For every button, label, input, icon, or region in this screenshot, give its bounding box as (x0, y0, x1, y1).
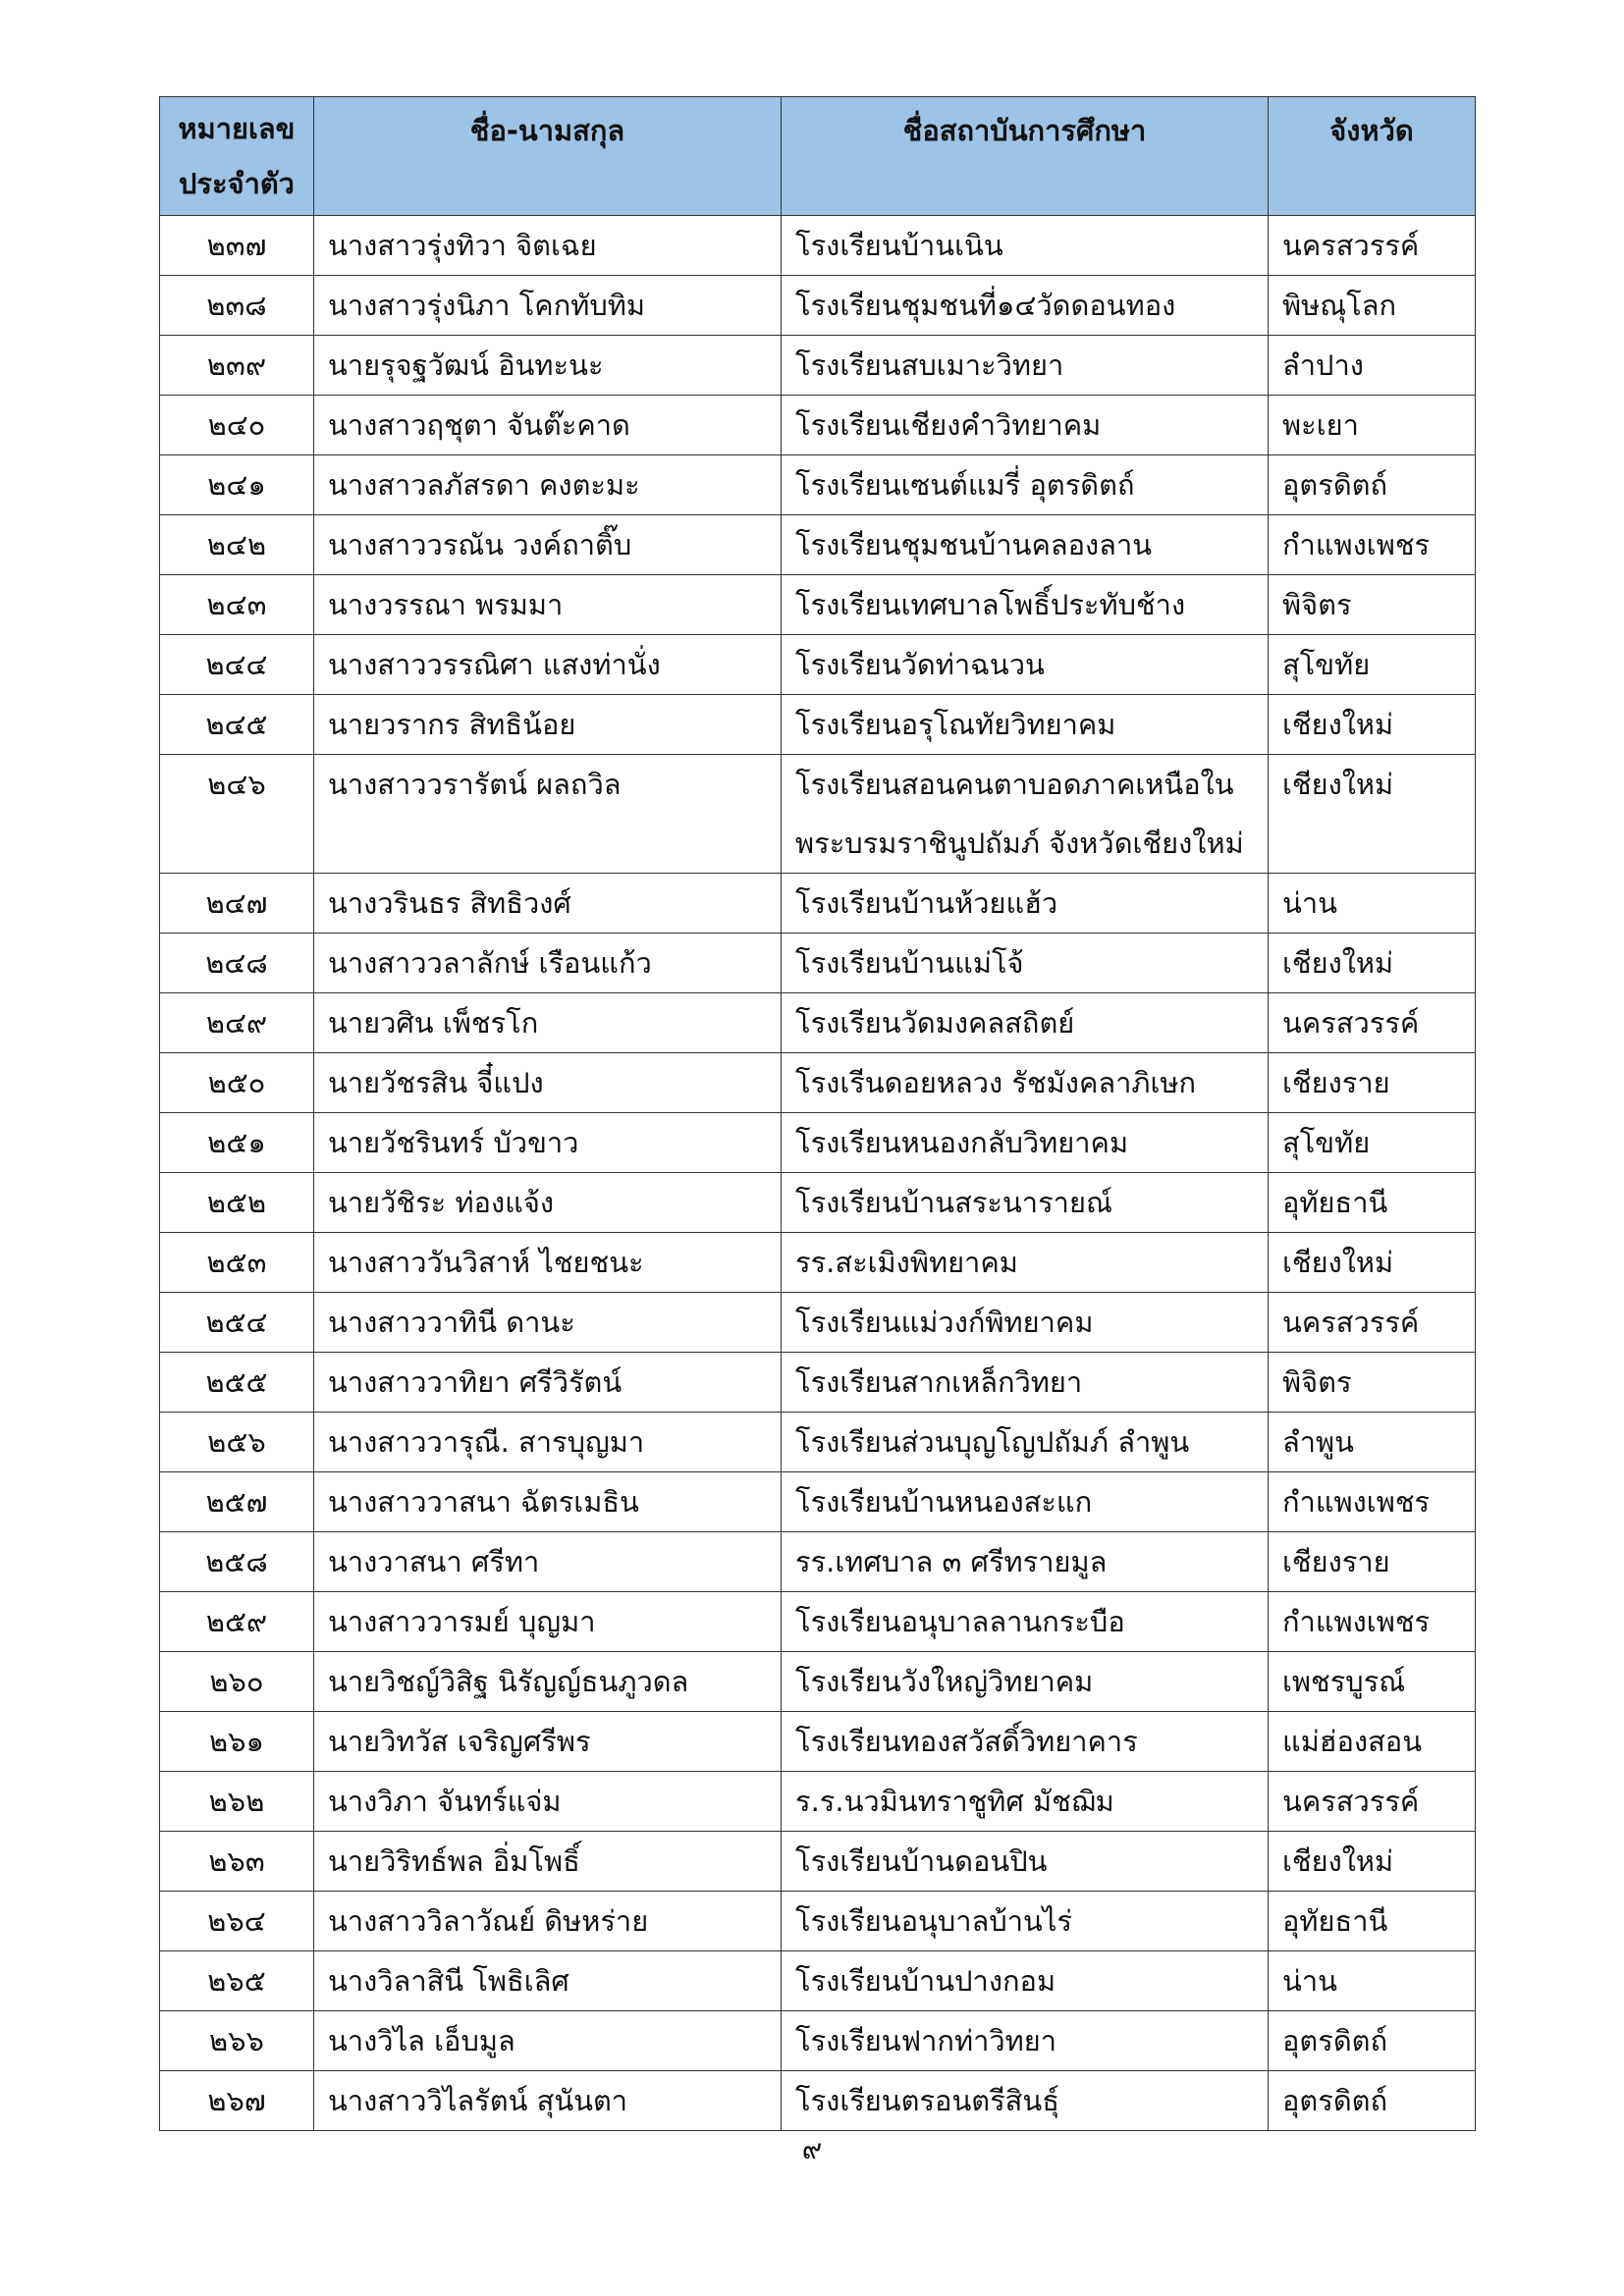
cell-id: ๒๖๐ (160, 1652, 314, 1712)
table-header-row (160, 97, 1476, 216)
cell-province: สุโขทัย (1269, 1113, 1476, 1173)
cell-school: โรงเรียนอนุบาลลานกระบือ (782, 1592, 1269, 1652)
table-row (160, 1413, 1476, 1472)
cell-school: โรงเรียนเซนต์แมรี่ อุตรดิตถ์ (782, 455, 1269, 515)
cell-province: เชียงใหม่ (1269, 934, 1476, 993)
cell-province: อุทัยธานี (1269, 1892, 1476, 1951)
cell-school: โรงเรียนบ้านดอนปิน (782, 1832, 1269, 1892)
table-row (160, 934, 1476, 993)
table-row (160, 455, 1476, 515)
cell-id: ๒๓๗ (160, 216, 314, 276)
cell-name: นางสาววันวิสาห์ ไชยชนะ (314, 1233, 782, 1293)
cell-id: ๒๕๖ (160, 1413, 314, 1472)
cell-name: นายวัชรินทร์ บัวขาว (314, 1113, 782, 1173)
cell-id: ๒๔๖ (160, 755, 314, 874)
cell-name: นายรุจฐวัฒน์ อินทะนะ (314, 336, 782, 396)
cell-id: ๒๕๔ (160, 1293, 314, 1353)
table-row (160, 2071, 1476, 2131)
table-row (160, 1951, 1476, 2011)
participant-table (159, 96, 1476, 2131)
cell-name: นายวิริทธ์พล อิ่มโพธิ์ (314, 1832, 782, 1892)
cell-id: ๒๖๔ (160, 1892, 314, 1951)
cell-name: นางสาววารุณี. สารบุญมา (314, 1413, 782, 1472)
cell-id: ๒๖๗ (160, 2071, 314, 2131)
cell-name: นางสาววรารัตน์ ผลถวิล (314, 755, 782, 874)
cell-name: นางวิภา จันทร์แจ่ม (314, 1772, 782, 1832)
cell-school: โรงเรียนฟากท่าวิทยา (782, 2011, 1269, 2071)
table-row (160, 1772, 1476, 1832)
cell-province: ลำพูน (1269, 1413, 1476, 1472)
cell-province: เชียงใหม่ (1269, 1233, 1476, 1293)
header-name: ชื่อ-นามสกุล (314, 97, 782, 216)
cell-school: โรงเรียนบ้านแม่โจ้ (782, 934, 1269, 993)
cell-name: นางสาวรุ่งทิวา จิตเฉย (314, 216, 782, 276)
cell-province: นครสวรรค์ (1269, 1772, 1476, 1832)
cell-school: โรงเรียนสอนคนตาบอดภาคเหนือใน พระบรมราชินูปถัมภ์ จังหวัดเชียงใหม่ (782, 755, 1269, 874)
cell-school: โรงเรียนตรอนตรีสินธุ์ (782, 2071, 1269, 2131)
cell-school: โรงเรียนสบเมาะวิทยา (782, 336, 1269, 396)
cell-province: เพชรบูรณ์ (1269, 1652, 1476, 1712)
table-row (160, 515, 1476, 575)
cell-province: สุโขทัย (1269, 635, 1476, 695)
cell-school: รร.เทศบาล ๓ ศรีทรายมูล (782, 1532, 1269, 1592)
cell-id: ๒๔๗ (160, 874, 314, 934)
cell-province: นครสวรรค์ (1269, 993, 1476, 1053)
cell-id: ๒๔๑ (160, 455, 314, 515)
cell-school: โรงเรียนสากเหล็กวิทยา (782, 1353, 1269, 1413)
cell-name: นางสาววรณัน วงค์ถาติ๊บ (314, 515, 782, 575)
cell-id: ๒๖๕ (160, 1951, 314, 2011)
table-row (160, 1472, 1476, 1532)
cell-school: โรงเรียนเทศบาลโพธิ์ประทับช้าง (782, 575, 1269, 635)
page-number: ๙ (801, 2133, 823, 2165)
cell-name: นางสาววรรณิศา แสงท่านั่ง (314, 635, 782, 695)
cell-school: โรงเรียนหนองกลับวิทยาคม (782, 1113, 1269, 1173)
cell-id: ๒๔๘ (160, 934, 314, 993)
table-row (160, 575, 1476, 635)
cell-id: ๒๕๒ (160, 1173, 314, 1233)
table-row (160, 874, 1476, 934)
cell-province: ลำปาง (1269, 336, 1476, 396)
cell-province: นครสวรรค์ (1269, 216, 1476, 276)
cell-province: กำแพงเพชร (1269, 1592, 1476, 1652)
header-id: หมายเลข ประจำตัว (160, 97, 314, 216)
cell-school: โรงเรียนอนุบาลบ้านไร่ (782, 1892, 1269, 1951)
cell-name: นางสาววาสนา ฉัตรเมธิน (314, 1472, 782, 1532)
cell-province: พะเยา (1269, 396, 1476, 455)
cell-province: แม่ฮ่องสอน (1269, 1712, 1476, 1772)
cell-name: นางสาววลาลักษ์ เรือนแก้ว (314, 934, 782, 993)
cell-name: นายวรากร สิทธิน้อย (314, 695, 782, 755)
table-row (160, 1173, 1476, 1233)
table-row (160, 1293, 1476, 1353)
cell-province: กำแพงเพชร (1269, 515, 1476, 575)
table-row (160, 336, 1476, 396)
cell-id: ๒๔๒ (160, 515, 314, 575)
cell-id: ๒๕๓ (160, 1233, 314, 1293)
cell-id: ๒๕๕ (160, 1353, 314, 1413)
cell-id: ๒๔๓ (160, 575, 314, 635)
cell-id: ๒๔๕ (160, 695, 314, 755)
cell-province: น่าน (1269, 874, 1476, 934)
table-row (160, 1353, 1476, 1413)
cell-province: น่าน (1269, 1951, 1476, 2011)
cell-school: โรงเรียนบ้านสระนารายณ์ (782, 1173, 1269, 1233)
table-row (160, 755, 1476, 874)
cell-id: ๒๕๑ (160, 1113, 314, 1173)
cell-name: นางวิไล เอ็บมูล (314, 2011, 782, 2071)
table-body (160, 216, 1476, 2131)
cell-province: อุตรดิตถ์ (1269, 2071, 1476, 2131)
cell-id: ๒๔๔ (160, 635, 314, 695)
cell-province: นครสวรรค์ (1269, 1293, 1476, 1353)
table-row (160, 2011, 1476, 2071)
cell-province: เชียงใหม่ (1269, 755, 1476, 874)
cell-province: เชียงใหม่ (1269, 1832, 1476, 1892)
cell-id: ๒๕๘ (160, 1532, 314, 1592)
cell-province: พิษณุโลก (1269, 276, 1476, 336)
table-row (160, 993, 1476, 1053)
cell-name: นายวัชิระ ท่องแจ้ง (314, 1173, 782, 1233)
cell-name: นางสาวรุ่งนิภา โคกทับทิม (314, 276, 782, 336)
cell-province: พิจิตร (1269, 1353, 1476, 1413)
cell-id: ๒๖๖ (160, 2011, 314, 2071)
table-row (160, 1712, 1476, 1772)
cell-name: นางสาวฤชุตา จันต๊ะคาด (314, 396, 782, 455)
cell-id: ๒๓๙ (160, 336, 314, 396)
cell-school: โรงเรียนบ้านเนิน (782, 216, 1269, 276)
cell-province: กำแพงเพชร (1269, 1472, 1476, 1532)
cell-id: ๒๔๐ (160, 396, 314, 455)
cell-id: ๒๖๑ (160, 1712, 314, 1772)
cell-school: โรงเรียนชุมชนที่๑๔วัดดอนทอง (782, 276, 1269, 336)
cell-id: ๒๕๗ (160, 1472, 314, 1532)
cell-name: นายวัชรสิน จี๋แปง (314, 1053, 782, 1113)
cell-name: นางสาววิลาวัณย์ ดิษหร่าย (314, 1892, 782, 1951)
cell-school: โรงเรียนบ้านหนองสะแก (782, 1472, 1269, 1532)
cell-name: นางวรินธร สิทธิวงศ์ (314, 874, 782, 934)
cell-province: อุตรดิตถ์ (1269, 2011, 1476, 2071)
table-row (160, 276, 1476, 336)
cell-name: นางวิลาสินี โพธิเลิศ (314, 1951, 782, 2011)
cell-name: นางสาววาทินี ดานะ (314, 1293, 782, 1353)
cell-province: พิจิตร (1269, 575, 1476, 635)
cell-school: โรงเรียนทองสวัสดิ์วิทยาคาร (782, 1712, 1269, 1772)
cell-school: โรงเรีนดอยหลวง รัชมังคลาภิเษก (782, 1053, 1269, 1113)
cell-school: โรงเรียนแม่วงก์พิทยาคม (782, 1293, 1269, 1353)
cell-school: โรงเรียนส่วนบุญโญปถัมภ์ ลำพูน (782, 1413, 1269, 1472)
header-province: จังหวัด (1269, 97, 1476, 216)
table-row (160, 1832, 1476, 1892)
cell-id: ๒๖๓ (160, 1832, 314, 1892)
table-row (160, 1233, 1476, 1293)
table-row (160, 1053, 1476, 1113)
cell-school: ร.ร.นวมินทราชูทิศ มัชฌิม (782, 1772, 1269, 1832)
cell-id: ๒๕๐ (160, 1053, 314, 1113)
cell-name: นายวิทวัส เจริญศรีพร (314, 1712, 782, 1772)
cell-province: เชียงราย (1269, 1532, 1476, 1592)
table-row (160, 1532, 1476, 1592)
cell-name: นายวิชญ์วิสิฐ นิรัญญ์ธนภูวดล (314, 1652, 782, 1712)
cell-name: นางสาวลภัสรดา คงตะมะ (314, 455, 782, 515)
cell-school: โรงเรียนบ้านห้วยแฮ้ว (782, 874, 1269, 934)
cell-name: นางสาววารมย์ บุญมา (314, 1592, 782, 1652)
cell-name: นางสาววาทิยา ศรีวิรัตน์ (314, 1353, 782, 1413)
cell-school: โรงเรียนวัดมงคลสถิตย์ (782, 993, 1269, 1053)
table-row (160, 396, 1476, 455)
table-row (160, 216, 1476, 276)
cell-id: ๒๔๙ (160, 993, 314, 1053)
table-row (160, 1652, 1476, 1712)
cell-school: โรงเรียนวัดท่าฉนวน (782, 635, 1269, 695)
cell-name: นางวรรณา พรมมา (314, 575, 782, 635)
cell-province: เชียงราย (1269, 1053, 1476, 1113)
cell-name: นายวศิน เพ็ชรโก (314, 993, 782, 1053)
cell-school: รร.สะเมิงพิทยาคม (782, 1233, 1269, 1293)
cell-school: โรงเรียนบ้านปางกอม (782, 1951, 1269, 2011)
table-row (160, 1113, 1476, 1173)
cell-province: เชียงใหม่ (1269, 695, 1476, 755)
cell-school: โรงเรียนเชียงคำวิทยาคม (782, 396, 1269, 455)
cell-school: โรงเรียนวังใหญ่วิทยาคม (782, 1652, 1269, 1712)
cell-id: ๒๕๙ (160, 1592, 314, 1652)
cell-name: นางวาสนา ศรีทา (314, 1532, 782, 1592)
cell-school: โรงเรียนอรุโณทัยวิทยาคม (782, 695, 1269, 755)
cell-name: นางสาววิไลรัตน์ สุนันตา (314, 2071, 782, 2131)
table-row (160, 1592, 1476, 1652)
table-row (160, 1892, 1476, 1951)
cell-province: อุทัยธานี (1269, 1173, 1476, 1233)
table-row (160, 635, 1476, 695)
table-row (160, 695, 1476, 755)
cell-province: อุตรดิตถ์ (1269, 455, 1476, 515)
header-school: ชื่อสถาบันการศึกษา (782, 97, 1269, 216)
cell-id: ๒๖๒ (160, 1772, 314, 1832)
cell-school: โรงเรียนชุมชนบ้านคลองลาน (782, 515, 1269, 575)
cell-id: ๒๓๘ (160, 276, 314, 336)
